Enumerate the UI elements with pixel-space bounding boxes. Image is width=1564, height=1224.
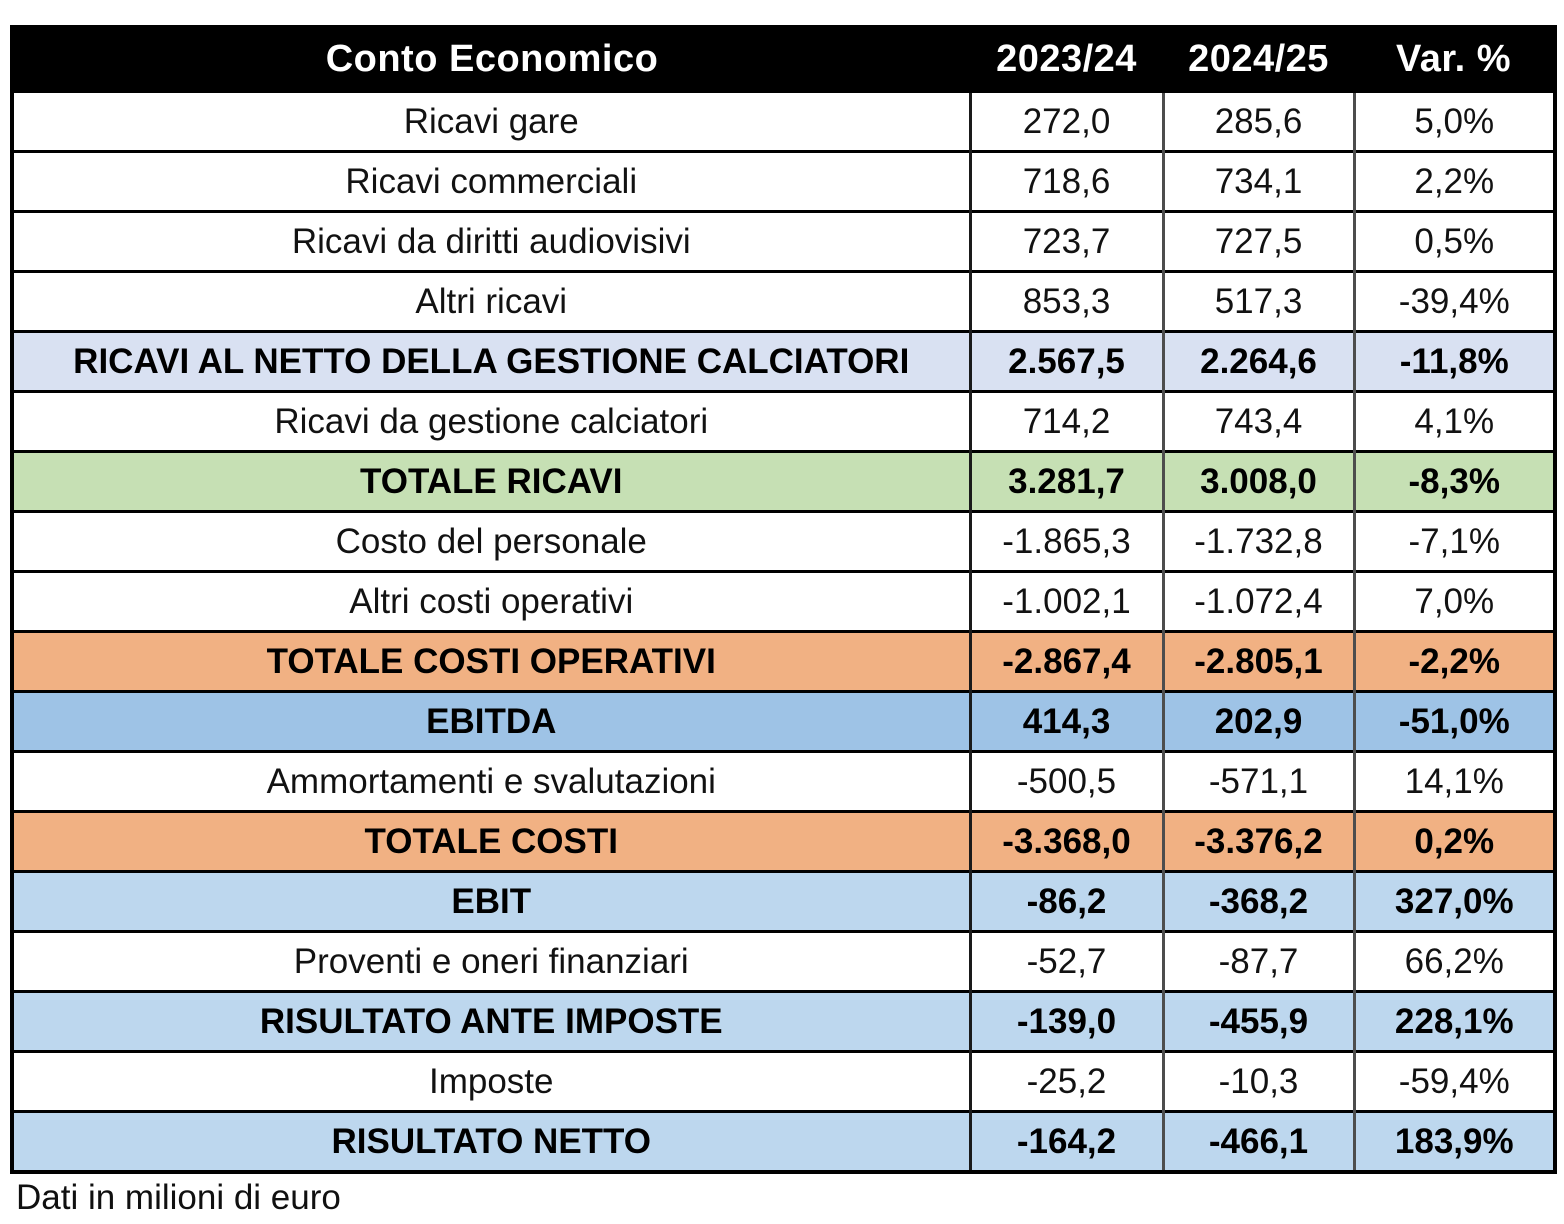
value-2023-24: -139,0 <box>970 992 1163 1052</box>
value-2023-24: 3.281,7 <box>970 452 1163 512</box>
value-2024-25: 285,6 <box>1163 92 1354 152</box>
table-row <box>12 632 1555 692</box>
value-var-pct: 7,0% <box>1354 572 1555 632</box>
value-2024-25: -466,1 <box>1163 1112 1354 1173</box>
value-2023-24: 853,3 <box>970 272 1163 332</box>
value-var-pct: 5,0% <box>1354 92 1555 152</box>
row-label: Ricavi da diritti audiovisivi <box>12 212 970 272</box>
value-2023-24: -2.867,4 <box>970 632 1163 692</box>
value-var-pct: -8,3% <box>1354 452 1555 512</box>
value-2023-24: -86,2 <box>970 872 1163 932</box>
value-2024-25: -571,1 <box>1163 752 1354 812</box>
value-var-pct: 228,1% <box>1354 992 1555 1052</box>
table-header-row <box>12 27 1555 92</box>
value-2024-25: 202,9 <box>1163 692 1354 752</box>
table-row <box>12 392 1555 452</box>
row-label: Ricavi gare <box>12 92 970 152</box>
value-2023-24: -500,5 <box>970 752 1163 812</box>
value-2023-24: 2.567,5 <box>970 332 1163 392</box>
value-2023-24: -1.002,1 <box>970 572 1163 632</box>
value-var-pct: -39,4% <box>1354 272 1555 332</box>
row-label: EBIT <box>12 872 970 932</box>
value-2024-25: -10,3 <box>1163 1052 1354 1112</box>
value-var-pct: -59,4% <box>1354 1052 1555 1112</box>
table-row <box>12 92 1555 152</box>
value-2024-25: -1.072,4 <box>1163 572 1354 632</box>
table-row <box>12 932 1555 992</box>
table-row <box>12 872 1555 932</box>
value-var-pct: 183,9% <box>1354 1112 1555 1173</box>
value-var-pct: -51,0% <box>1354 692 1555 752</box>
value-var-pct: -11,8% <box>1354 332 1555 392</box>
value-var-pct: 327,0% <box>1354 872 1555 932</box>
value-2023-24: 718,6 <box>970 152 1163 212</box>
table-row <box>12 1112 1555 1173</box>
value-2023-24: 714,2 <box>970 392 1163 452</box>
value-2023-24: -25,2 <box>970 1052 1163 1112</box>
income-statement <box>10 25 1557 1174</box>
row-label: Altri costi operativi <box>12 572 970 632</box>
value-2024-25: 727,5 <box>1163 212 1354 272</box>
value-var-pct: -7,1% <box>1354 512 1555 572</box>
value-2024-25: -368,2 <box>1163 872 1354 932</box>
value-2024-25: -2.805,1 <box>1163 632 1354 692</box>
table-row <box>12 1052 1555 1112</box>
value-2023-24: -1.865,3 <box>970 512 1163 572</box>
table-row <box>12 152 1555 212</box>
value-2023-24: -164,2 <box>970 1112 1163 1173</box>
value-var-pct: 4,1% <box>1354 392 1555 452</box>
table-row <box>12 572 1555 632</box>
value-2023-24: -52,7 <box>970 932 1163 992</box>
row-label: Altri ricavi <box>12 272 970 332</box>
table-row <box>12 512 1555 572</box>
value-2023-24: -3.368,0 <box>970 812 1163 872</box>
value-2024-25: -455,9 <box>1163 992 1354 1052</box>
header-col-2024-25: 2024/25 <box>1163 27 1354 92</box>
row-label: Imposte <box>12 1052 970 1112</box>
value-2024-25: -87,7 <box>1163 932 1354 992</box>
row-label: RISULTATO ANTE IMPOSTE <box>12 992 970 1052</box>
value-2023-24: 414,3 <box>970 692 1163 752</box>
row-label: Proventi e oneri finanziari <box>12 932 970 992</box>
value-var-pct: 14,1% <box>1354 752 1555 812</box>
units-note: Dati in milioni di euro <box>16 1178 341 1217</box>
value-2024-25: 517,3 <box>1163 272 1354 332</box>
value-var-pct: -2,2% <box>1354 632 1555 692</box>
table-row <box>12 332 1555 392</box>
value-var-pct: 0,2% <box>1354 812 1555 872</box>
header-col-var-pct: Var. % <box>1354 27 1555 92</box>
income-statement-table <box>10 25 1557 1174</box>
row-label: Costo del personale <box>12 512 970 572</box>
value-2024-25: 743,4 <box>1163 392 1354 452</box>
table-row <box>12 992 1555 1052</box>
table-row <box>12 272 1555 332</box>
value-var-pct: 66,2% <box>1354 932 1555 992</box>
row-label: RISULTATO NETTO <box>12 1112 970 1173</box>
value-2024-25: -3.376,2 <box>1163 812 1354 872</box>
row-label: EBITDA <box>12 692 970 752</box>
value-2024-25: 3.008,0 <box>1163 452 1354 512</box>
value-2024-25: 2.264,6 <box>1163 332 1354 392</box>
value-2024-25: 734,1 <box>1163 152 1354 212</box>
value-2023-24: 723,7 <box>970 212 1163 272</box>
row-label: TOTALE COSTI <box>12 812 970 872</box>
table-body <box>12 92 1555 1173</box>
table-row <box>12 692 1555 752</box>
row-label: Ammortamenti e svalutazioni <box>12 752 970 812</box>
table-row <box>12 212 1555 272</box>
table-row <box>12 452 1555 512</box>
row-label: TOTALE COSTI OPERATIVI <box>12 632 970 692</box>
row-label: TOTALE RICAVI <box>12 452 970 512</box>
row-label: Ricavi commerciali <box>12 152 970 212</box>
table-row <box>12 812 1555 872</box>
row-label: Ricavi da gestione calciatori <box>12 392 970 452</box>
header-title: Conto Economico <box>12 27 970 92</box>
value-2024-25: -1.732,8 <box>1163 512 1354 572</box>
row-label: RICAVI AL NETTO DELLA GESTIONE CALCIATORI <box>12 332 970 392</box>
value-var-pct: 2,2% <box>1354 152 1555 212</box>
header-col-2023-24: 2023/24 <box>970 27 1163 92</box>
value-var-pct: 0,5% <box>1354 212 1555 272</box>
value-2023-24: 272,0 <box>970 92 1163 152</box>
table-row <box>12 752 1555 812</box>
